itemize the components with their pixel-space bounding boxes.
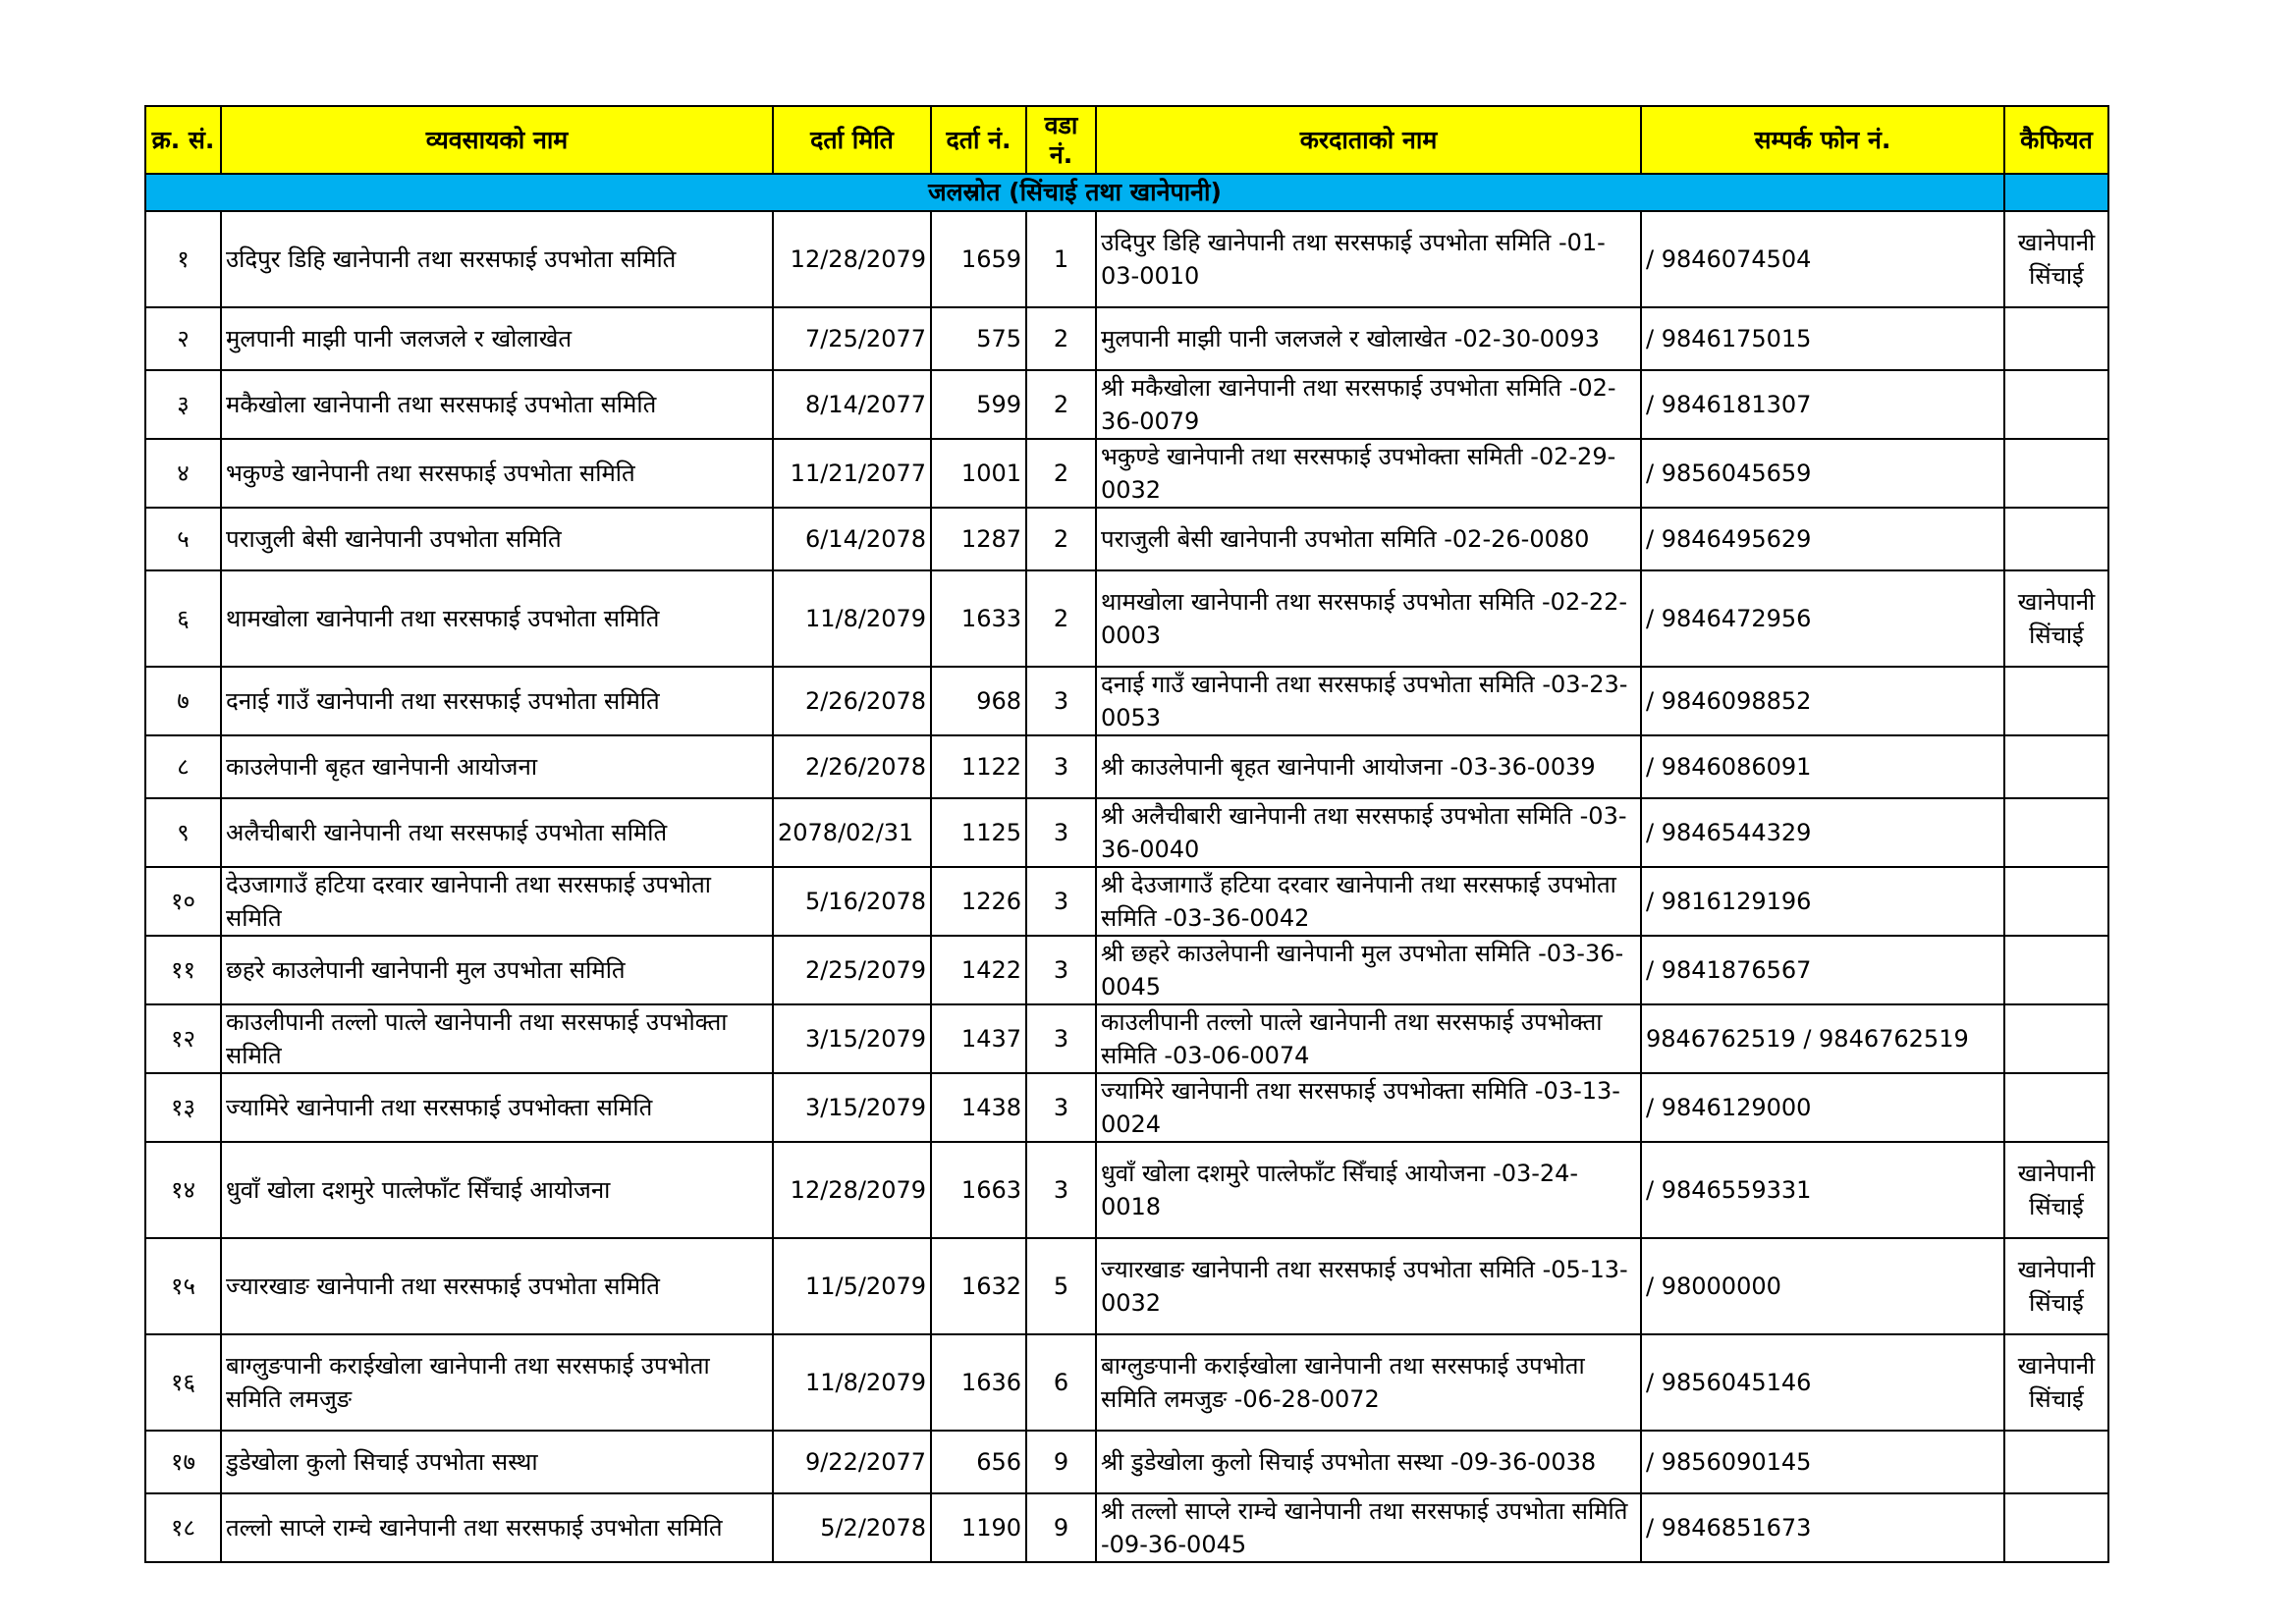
ward-cell: 3 xyxy=(1026,936,1096,1004)
serial-number-cell: १४ xyxy=(145,1142,221,1238)
taxpayer-name-cell: काउलीपानी तल्लो पात्ले खानेपानी तथा सरसफाई उपभोक्ता समिति -03-06-0074 xyxy=(1096,1004,1641,1073)
phone-cell: / 9856045659 xyxy=(1641,439,2004,508)
table-row xyxy=(145,1142,2108,1238)
remarks-cell xyxy=(2004,307,2108,370)
ward-cell: 2 xyxy=(1026,570,1096,667)
ward-cell: 9 xyxy=(1026,1493,1096,1562)
reg-date-cell: 2/26/2078 xyxy=(773,667,931,735)
register-sheet xyxy=(144,105,2107,1563)
ward-cell: 2 xyxy=(1026,307,1096,370)
business-name-cell: देउजागाउँ हटिया दरवार खानेपानी तथा सरसफाई उपभोता समिति xyxy=(221,867,773,936)
table-row xyxy=(145,439,2108,508)
phone-cell: / 9846129000 xyxy=(1641,1073,2004,1142)
reg-no-cell: 1659 xyxy=(931,211,1026,307)
taxpayer-name-cell: पराजुली बेसी खानेपानी उपभोता समिति -02-26-0080 xyxy=(1096,508,1641,570)
reg-date-cell: 7/25/2077 xyxy=(773,307,931,370)
reg-no-cell: 1190 xyxy=(931,1493,1026,1562)
reg-date-cell: 5/16/2078 xyxy=(773,867,931,936)
taxpayer-name-cell: मुलपानी माझी पानी जलजले र खोलाखेत -02-30-0093 xyxy=(1096,307,1641,370)
taxpayer-name-cell: ज्यारखाङ खानेपानी तथा सरसफाई उपभोता समिति -05-13-0032 xyxy=(1096,1238,1641,1334)
ward-cell: 3 xyxy=(1026,798,1096,867)
ward-cell: 1 xyxy=(1026,211,1096,307)
table-row xyxy=(145,211,2108,307)
taxpayer-name-cell: दनाई गाउँ खानेपानी तथा सरसफाई उपभोता समिति -03-23-0053 xyxy=(1096,667,1641,735)
reg-date-cell: 11/21/2077 xyxy=(773,439,931,508)
ward-cell: 3 xyxy=(1026,735,1096,798)
ward-cell: 2 xyxy=(1026,508,1096,570)
reg-date-cell: 5/2/2078 xyxy=(773,1493,931,1562)
reg-no-cell: 1226 xyxy=(931,867,1026,936)
phone-cell: / 9846495629 xyxy=(1641,508,2004,570)
business-name-cell: बाग्लुङपानी कराईखोला खानेपानी तथा सरसफाई उपभोता समिति लमजुङ xyxy=(221,1334,773,1431)
header-reg-no: दर्ता नं. xyxy=(931,106,1026,174)
reg-no-cell: 656 xyxy=(931,1431,1026,1493)
reg-date-cell: 11/5/2079 xyxy=(773,1238,931,1334)
serial-number-cell: १७ xyxy=(145,1431,221,1493)
table-row xyxy=(145,798,2108,867)
phone-cell: / 9846074504 xyxy=(1641,211,2004,307)
ward-cell: 3 xyxy=(1026,667,1096,735)
remarks-cell xyxy=(2004,1431,2108,1493)
business-name-cell: अलैचीबारी खानेपानी तथा सरसफाई उपभोता समिति xyxy=(221,798,773,867)
remarks-cell: खानेपानी सिंचाई xyxy=(2004,1238,2108,1334)
reg-no-cell: 1122 xyxy=(931,735,1026,798)
phone-cell: / 9846472956 xyxy=(1641,570,2004,667)
table-row xyxy=(145,667,2108,735)
remarks-cell xyxy=(2004,439,2108,508)
business-name-cell: मुलपानी माझी पानी जलजले र खोलाखेत xyxy=(221,307,773,370)
business-name-cell: भकुण्डे खानेपानी तथा सरसफाई उपभोता समिति xyxy=(221,439,773,508)
reg-no-cell: 599 xyxy=(931,370,1026,439)
business-name-cell: ज्यामिरे खानेपानी तथा सरसफाई उपभोक्ता समिति xyxy=(221,1073,773,1142)
header-business-name: व्यवसायको नाम xyxy=(221,106,773,174)
serial-number-cell: १ xyxy=(145,211,221,307)
phone-cell: / 9846086091 xyxy=(1641,735,2004,798)
remarks-cell xyxy=(2004,936,2108,1004)
ward-cell: 3 xyxy=(1026,1073,1096,1142)
ward-cell: 3 xyxy=(1026,1142,1096,1238)
ward-cell: 5 xyxy=(1026,1238,1096,1334)
reg-no-cell: 1437 xyxy=(931,1004,1026,1073)
reg-no-cell: 1287 xyxy=(931,508,1026,570)
phone-cell: / 9856045146 xyxy=(1641,1334,2004,1431)
taxpayer-name-cell: श्री तल्लो साप्ले राम्चे खानेपानी तथा सरसफाई उपभोता समिति -09-36-0045 xyxy=(1096,1493,1641,1562)
header-row xyxy=(145,106,2108,174)
header-remarks: कैफियत xyxy=(2004,106,2108,174)
business-name-cell: तल्लो साप्ले राम्चे खानेपानी तथा सरसफाई उपभोता समिति xyxy=(221,1493,773,1562)
reg-date-cell: 2/25/2079 xyxy=(773,936,931,1004)
table-row xyxy=(145,1004,2108,1073)
phone-cell: / 9816129196 xyxy=(1641,867,2004,936)
reg-date-cell: 2078/02/31 xyxy=(773,798,931,867)
reg-date-cell: 6/14/2078 xyxy=(773,508,931,570)
business-name-cell: काउलीपानी तल्लो पात्ले खानेपानी तथा सरसफाई उपभोक्ता समिति xyxy=(221,1004,773,1073)
taxpayer-name-cell: ज्यामिरे खानेपानी तथा सरसफाई उपभोक्ता समिति -03-13-0024 xyxy=(1096,1073,1641,1142)
taxpayer-name-cell: भकुण्डे खानेपानी तथा सरसफाई उपभोक्ता समिती -02-29-0032 xyxy=(1096,439,1641,508)
remarks-cell xyxy=(2004,667,2108,735)
remarks-cell xyxy=(2004,867,2108,936)
phone-cell: / 9856090145 xyxy=(1641,1431,2004,1493)
serial-number-cell: १० xyxy=(145,867,221,936)
reg-no-cell: 968 xyxy=(931,667,1026,735)
reg-date-cell: 9/22/2077 xyxy=(773,1431,931,1493)
serial-number-cell: १८ xyxy=(145,1493,221,1562)
serial-number-cell: १२ xyxy=(145,1004,221,1073)
taxpayer-name-cell: श्री डुडेखोला कुलो सिचाई उपभोता सस्था -09-36-0038 xyxy=(1096,1431,1641,1493)
ward-cell: 2 xyxy=(1026,439,1096,508)
table-row xyxy=(145,307,2108,370)
serial-number-cell: ११ xyxy=(145,936,221,1004)
serial-number-cell: ५ xyxy=(145,508,221,570)
reg-date-cell: 12/28/2079 xyxy=(773,211,931,307)
phone-cell: / 9846175015 xyxy=(1641,307,2004,370)
taxpayer-name-cell: श्री छहरे काउलेपानी खानेपानी मुल उपभोता समिति -03-36-0045 xyxy=(1096,936,1641,1004)
business-name-cell: दनाई गाउँ खानेपानी तथा सरसफाई उपभोता समिति xyxy=(221,667,773,735)
reg-no-cell: 1632 xyxy=(931,1238,1026,1334)
phone-cell: / 9841876567 xyxy=(1641,936,2004,1004)
header-reg-date: दर्ता मिति xyxy=(773,106,931,174)
taxpayer-name-cell: श्री मकैखोला खानेपानी तथा सरसफाई उपभोता समिति -02-36-0079 xyxy=(1096,370,1641,439)
taxpayer-name-cell: श्री काउलेपानी बृहत खानेपानी आयोजना -03-36-0039 xyxy=(1096,735,1641,798)
reg-no-cell: 1438 xyxy=(931,1073,1026,1142)
phone-cell: / 9846559331 xyxy=(1641,1142,2004,1238)
business-name-cell: धुवाँ खोला दशमुरे पात्लेफाँट सिँचाई आयोजना xyxy=(221,1142,773,1238)
taxpayer-name-cell: थामखोला खानेपानी तथा सरसफाई उपभोता समिति -02-22-0003 xyxy=(1096,570,1641,667)
phone-cell: / 9846544329 xyxy=(1641,798,2004,867)
reg-date-cell: 2/26/2078 xyxy=(773,735,931,798)
header-ward: वडा नं. xyxy=(1026,106,1096,174)
serial-number-cell: ३ xyxy=(145,370,221,439)
reg-date-cell: 11/8/2079 xyxy=(773,570,931,667)
table-row xyxy=(145,508,2108,570)
phone-cell: / 98000000 xyxy=(1641,1238,2004,1334)
remarks-cell xyxy=(2004,798,2108,867)
section-title: जलस्रोत (सिंचाई तथा खानेपानी) xyxy=(145,174,2004,211)
remarks-cell: खानेपानी सिंचाई xyxy=(2004,570,2108,667)
reg-no-cell: 1663 xyxy=(931,1142,1026,1238)
reg-date-cell: 3/15/2079 xyxy=(773,1073,931,1142)
reg-no-cell: 1422 xyxy=(931,936,1026,1004)
table-row xyxy=(145,936,2108,1004)
remarks-cell xyxy=(2004,1493,2108,1562)
reg-no-cell: 1633 xyxy=(931,570,1026,667)
serial-number-cell: २ xyxy=(145,307,221,370)
reg-date-cell: 12/28/2079 xyxy=(773,1142,931,1238)
business-name-cell: काउलेपानी बृहत खानेपानी आयोजना xyxy=(221,735,773,798)
table-row xyxy=(145,735,2108,798)
business-name-cell: डुडेखोला कुलो सिचाई उपभोता सस्था xyxy=(221,1431,773,1493)
reg-date-cell: 3/15/2079 xyxy=(773,1004,931,1073)
table-row xyxy=(145,1334,2108,1431)
reg-no-cell: 1001 xyxy=(931,439,1026,508)
phone-cell: / 9846851673 xyxy=(1641,1493,2004,1562)
business-name-cell: छहरे काउलेपानी खानेपानी मुल उपभोता समिति xyxy=(221,936,773,1004)
phone-cell: / 9846098852 xyxy=(1641,667,2004,735)
remarks-cell xyxy=(2004,1073,2108,1142)
header-sn: क्र. सं. xyxy=(145,106,221,174)
remarks-cell xyxy=(2004,370,2108,439)
serial-number-cell: ७ xyxy=(145,667,221,735)
serial-number-cell: १६ xyxy=(145,1334,221,1431)
ward-cell: 3 xyxy=(1026,1004,1096,1073)
registration-table xyxy=(144,105,2109,1563)
phone-cell: 9846762519 / 9846762519 xyxy=(1641,1004,2004,1073)
table-row xyxy=(145,1493,2108,1562)
phone-cell: / 9846181307 xyxy=(1641,370,2004,439)
business-name-cell: थामखोला खानेपानी तथा सरसफाई उपभोता समिति xyxy=(221,570,773,667)
table-row xyxy=(145,1238,2108,1334)
ward-cell: 2 xyxy=(1026,370,1096,439)
serial-number-cell: ४ xyxy=(145,439,221,508)
business-name-cell: उदिपुर डिहि खानेपानी तथा सरसफाई उपभोता समिति xyxy=(221,211,773,307)
section-remarks-cell xyxy=(2004,174,2108,211)
remarks-cell: खानेपानी सिंचाई xyxy=(2004,1334,2108,1431)
table-row xyxy=(145,1073,2108,1142)
table-row xyxy=(145,370,2108,439)
remarks-cell xyxy=(2004,508,2108,570)
taxpayer-name-cell: उदिपुर डिहि खानेपानी तथा सरसफाई उपभोता समिति -01-03-0010 xyxy=(1096,211,1641,307)
taxpayer-name-cell: बाग्लुङपानी कराईखोला खानेपानी तथा सरसफाई उपभोता समिति लमजुङ -06-28-0072 xyxy=(1096,1334,1641,1431)
reg-date-cell: 8/14/2077 xyxy=(773,370,931,439)
reg-no-cell: 1636 xyxy=(931,1334,1026,1431)
taxpayer-name-cell: श्री अलैचीबारी खानेपानी तथा सरसफाई उपभोता समिति -03-36-0040 xyxy=(1096,798,1641,867)
business-name-cell: मकैखोला खानेपानी तथा सरसफाई उपभोता समिति xyxy=(221,370,773,439)
reg-date-cell: 11/8/2079 xyxy=(773,1334,931,1431)
remarks-cell xyxy=(2004,1004,2108,1073)
taxpayer-name-cell: धुवाँ खोला दशमुरे पात्लेफाँट सिँचाई आयोजना -03-24-0018 xyxy=(1096,1142,1641,1238)
reg-no-cell: 1125 xyxy=(931,798,1026,867)
serial-number-cell: ९ xyxy=(145,798,221,867)
remarks-cell: खानेपानी सिंचाई xyxy=(2004,211,2108,307)
serial-number-cell: ६ xyxy=(145,570,221,667)
business-name-cell: पराजुली बेसी खानेपानी उपभोता समिति xyxy=(221,508,773,570)
section-row xyxy=(145,174,2108,211)
header-taxpayer-name: करदाताको नाम xyxy=(1096,106,1641,174)
taxpayer-name-cell: श्री देउजागाउँ हटिया दरवार खानेपानी तथा सरसफाई उपभोता समिति -03-36-0042 xyxy=(1096,867,1641,936)
serial-number-cell: १५ xyxy=(145,1238,221,1334)
header-phone: सम्पर्क फोन नं. xyxy=(1641,106,2004,174)
business-name-cell: ज्यारखाङ खानेपानी तथा सरसफाई उपभोता समिति xyxy=(221,1238,773,1334)
serial-number-cell: ८ xyxy=(145,735,221,798)
ward-cell: 6 xyxy=(1026,1334,1096,1431)
table-row xyxy=(145,570,2108,667)
ward-cell: 9 xyxy=(1026,1431,1096,1493)
serial-number-cell: १३ xyxy=(145,1073,221,1142)
table-row xyxy=(145,1431,2108,1493)
ward-cell: 3 xyxy=(1026,867,1096,936)
table-row xyxy=(145,867,2108,936)
reg-no-cell: 575 xyxy=(931,307,1026,370)
remarks-cell xyxy=(2004,735,2108,798)
remarks-cell: खानेपानी सिंचाई xyxy=(2004,1142,2108,1238)
